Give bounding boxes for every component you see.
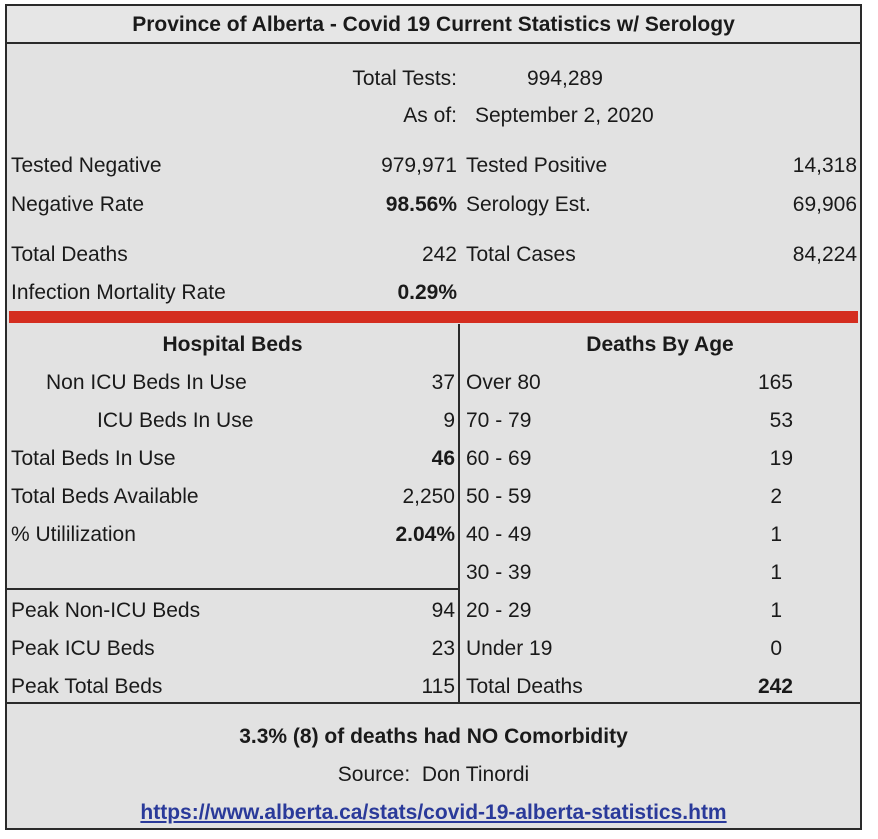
footer-divider (7, 702, 860, 704)
peak-icu-label: Peak ICU Beds (11, 637, 155, 660)
peak-total-label: Peak Total Beds (11, 675, 163, 698)
sheet-title: Province of Alberta - Covid 19 Current Statistics w/ Serology (7, 6, 860, 44)
age-row-value: 2 (770, 485, 782, 508)
alberta-stats-link[interactable]: https://www.alberta.ca/stats/covid-19-alberta-statistics.htm (140, 801, 727, 824)
hospital-beds-header: Hospital Beds (162, 333, 303, 356)
age-row-value: 0 (770, 637, 782, 660)
negative-rate-value: 98.56% (385, 193, 457, 216)
age-row-value: 1 (770, 523, 782, 546)
age-total-label: Total Deaths (466, 675, 583, 698)
ifr-label: Infection Mortality Rate (11, 281, 226, 304)
source-credit: Source: Don Tinordi (337, 763, 530, 786)
peak-icu-value: 23 (431, 637, 455, 660)
as-of-label: As of: (403, 104, 457, 127)
column-divider (458, 324, 460, 702)
utilization-label: % Utililization (11, 523, 136, 546)
age-row-label: 60 - 69 (466, 447, 532, 470)
non-icu-value: 37 (431, 371, 455, 394)
deaths-by-age-header: Deaths By Age (586, 333, 734, 356)
total-in-use-value: 46 (431, 447, 455, 470)
age-row-value: 19 (769, 447, 793, 470)
age-row-label: 40 - 49 (466, 523, 532, 546)
tested-negative-value: 979,971 (381, 154, 457, 177)
total-in-use-label: Total Beds In Use (11, 447, 176, 470)
non-icu-label: Non ICU Beds In Use (46, 371, 247, 394)
total-deaths-label: Total Deaths (11, 243, 128, 266)
age-row-value: 165 (757, 371, 793, 394)
age-row-value: 1 (770, 561, 782, 584)
serology-label: Serology Est. (466, 193, 591, 216)
age-row-label: 30 - 39 (466, 561, 532, 584)
tested-negative-label: Tested Negative (11, 154, 162, 177)
total-deaths-value: 242 (421, 243, 457, 266)
age-row-label: Under 19 (466, 637, 553, 660)
red-divider (9, 311, 858, 323)
ifr-value: 0.29% (397, 281, 457, 304)
age-row-label: 70 - 79 (466, 409, 532, 432)
tested-positive-label: Tested Positive (466, 154, 608, 177)
age-row-label: Over 80 (466, 371, 541, 394)
age-total-value: 242 (757, 675, 793, 698)
age-row-value: 1 (770, 599, 782, 622)
available-label: Total Beds Available (11, 485, 199, 508)
available-value: 2,250 (402, 485, 455, 508)
age-row-value: 53 (769, 409, 793, 432)
age-row-label: 20 - 29 (466, 599, 532, 622)
tested-positive-value: 14,318 (792, 154, 857, 177)
total-tests-label: Total Tests: (352, 67, 457, 90)
stats-sheet (5, 4, 862, 830)
peak-total-value: 115 (421, 675, 455, 698)
utilization-value: 2.04% (395, 523, 455, 546)
as-of-value: September 2, 2020 (475, 104, 654, 127)
icu-value: 9 (443, 409, 455, 432)
serology-value: 69,906 (792, 193, 857, 216)
negative-rate-label: Negative Rate (11, 193, 145, 216)
stats-link-row (7, 800, 860, 826)
age-row-label: 50 - 59 (466, 485, 532, 508)
peak-non-icu-value: 94 (431, 599, 455, 622)
peak-non-icu-label: Peak Non-ICU Beds (11, 599, 201, 622)
total-cases-value: 84,224 (792, 243, 857, 266)
total-cases-label: Total Cases (466, 243, 576, 266)
total-tests-value: 994,289 (527, 67, 603, 90)
icu-label: ICU Beds In Use (97, 409, 254, 432)
comorbidity-note: 3.3% (8) of deaths had NO Comorbidity (239, 725, 628, 748)
hospital-section-divider (7, 588, 458, 590)
